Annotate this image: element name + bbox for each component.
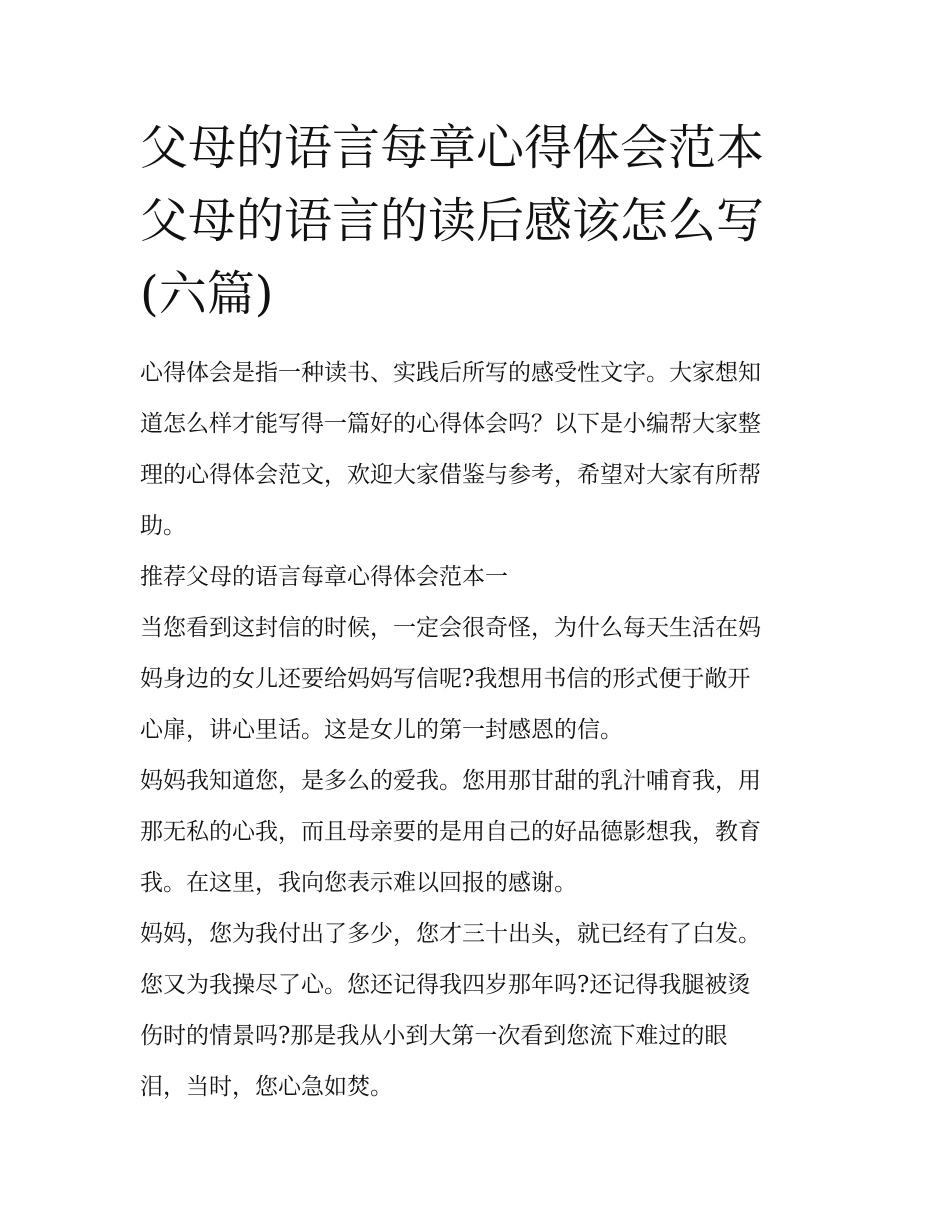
intro-paragraph (140, 348, 820, 552)
paragraph-line: 妈妈我知道您，是多么的爱我。您用那甘甜的乳汁哺育我，用 (140, 768, 761, 794)
paragraph-line: 妈身边的女儿还要给妈妈写信呢?我想用书信的形式便于敞开 (140, 666, 751, 692)
letter-paragraph-1 (140, 603, 820, 756)
document-body (140, 348, 820, 1113)
title-line-2: 父母的语言的读后感该怎么写 (140, 193, 765, 249)
paragraph-line: 助。 (140, 513, 186, 539)
section-heading-text: 推荐父母的语言每章心得体会范本一 (140, 564, 508, 590)
paragraph-line: 理的心得体会范文，欢迎大家借鉴与参考，希望对大家有所帮 (140, 462, 761, 488)
document-title (140, 112, 820, 331)
title-line-1: 父母的语言每章心得体会范本 (140, 120, 765, 176)
document-page (140, 112, 820, 1113)
section-heading (140, 552, 820, 603)
letter-paragraph-2 (140, 756, 820, 909)
paragraph-line: 您又为我操尽了心。您还记得我四岁那年吗?还记得我腿被烫 (140, 972, 751, 998)
paragraph-line: 心得体会是指一种读书、实践后所写的感受性文字。大家想知 (140, 360, 761, 386)
paragraph-line: 心扉，讲心里话。这是女儿的第一封感恩的信。 (140, 717, 623, 743)
paragraph-line: 道怎么样才能写得一篇好的心得体会吗？以下是小编帮大家整 (140, 411, 761, 437)
paragraph-line: 当您看到这封信的时候，一定会很奇怪，为什么每天生活在妈 (140, 615, 761, 641)
paragraph-line: 那无私的心我，而且母亲要的是用自己的好品德影想我，教育 (140, 819, 761, 845)
paragraph-line: 泪，当时，您心急如焚。 (140, 1074, 393, 1100)
title-line-3: (六篇) (140, 266, 274, 322)
paragraph-line: 妈妈，您为我付出了多少，您才三十出头，就已经有了白发。 (140, 921, 761, 947)
letter-paragraph-3 (140, 909, 820, 1113)
paragraph-line: 我。在这里，我向您表示难以回报的感谢。 (140, 870, 577, 896)
paragraph-line: 伤时的情景吗?那是我从小到大第一次看到您流下难过的眼 (140, 1023, 728, 1049)
